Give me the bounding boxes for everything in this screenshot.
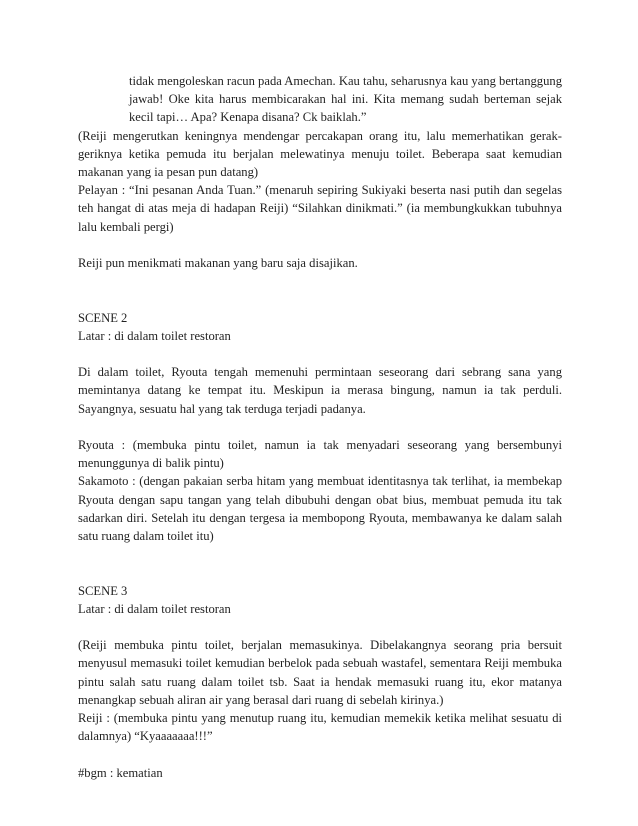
blank-line (78, 618, 562, 636)
ryouta-dialogue: Ryouta : (membuka pintu toilet, namun ia tak menyadari seseorang yang bersembunyi menunggunya di balik pintu) (78, 438, 562, 471)
scene-heading: SCENE 3 (78, 583, 128, 598)
scene-setting: Latar : di dalam toilet restoran (78, 601, 231, 616)
blank-line (78, 545, 562, 581)
narration-paragraph: Reiji pun menikmati makanan yang baru saja disajikan. (78, 256, 358, 271)
scene-heading: SCENE 2 (78, 310, 128, 325)
sakamoto-dialogue: Sakamoto : (dengan pakaian serba hitam yang membuat identitasnya tak terlihat, ia membekap Ryouta dengan sapu tangan yang telah dibubuhi dengan obat bius, membuat pemuda itu tak sadarkan diri. Setelah itu dengan tergesa ia membopong Ryouta, membawanya ke dalam salah satu ruang dalam toilet itu) (78, 474, 562, 544)
scene-setting: Latar : di dalam toilet restoran (78, 328, 231, 343)
blank-line (78, 745, 562, 763)
stage-direction-paragraph: (Reiji mengerutkan keningnya mendengar percakapan orang itu, lalu memerhatikan gerak-geriknya ketika pemuda itu berjalan melewatinya menuju toilet. Beberapa saat kemudian makanan yang ia pesan pun datang) (78, 128, 562, 180)
narration-paragraph: Di dalam toilet, Ryouta tengah memenuhi permintaan seseorang dari sebrang sana yang memintanya datang ke tempat itu. Meskipun ia merasa bingung, namun ia tak perduli. Sayangnya, sesuatu hal yang tak terduga terjadi padanya. (78, 365, 562, 416)
stage-direction-paragraph: (Reiji membuka pintu toilet, berjalan memasukinya. Dibelakangnya seorang pria bersuit menyusul memasuki toilet kemudian berbelok pada sebuah wastafel, sementara Reiji membuka pintu salah satu ruang dalam toilet tsb. Saat ia hendak memasuki ruang itu, ekor matanya menangkap sebuah aliran air yang berasal dari ruang di sebelah kirinya.) (78, 638, 562, 707)
bgm-note: #bgm : kematian (78, 765, 163, 780)
dialogue-continuation: tidak mengoleskan racun pada Amechan. Kau tahu, seharusnya kau yang bertanggung jawab! Oke kita harus membicarakan hal ini. Kita memang sudah berteman sejak kecil tapi… Apa? Kenapa disana? Ck baiklah.” (129, 74, 562, 125)
reiji-dialogue: Reiji : (membuka pintu yang menutup ruang itu, kemudian memekik ketika melihat sesuatu di dalamnya) “Kyaaaaaaa!!!” (78, 711, 562, 744)
document-page (78, 72, 562, 782)
waiter-dialogue: Pelayan : “Ini pesanan Anda Tuan.” (menaruh sepiring Sukiyaki beserta nasi putih dan segelas teh hangat di atas meja di hadapan Reiji) “Silahkan dinikmati.” (ia membungkukkan tubuhnya lalu kembali pergi) (78, 183, 562, 234)
blank-line (78, 418, 562, 436)
blank-line (78, 236, 562, 254)
blank-line (78, 272, 562, 308)
blank-line (78, 345, 562, 363)
